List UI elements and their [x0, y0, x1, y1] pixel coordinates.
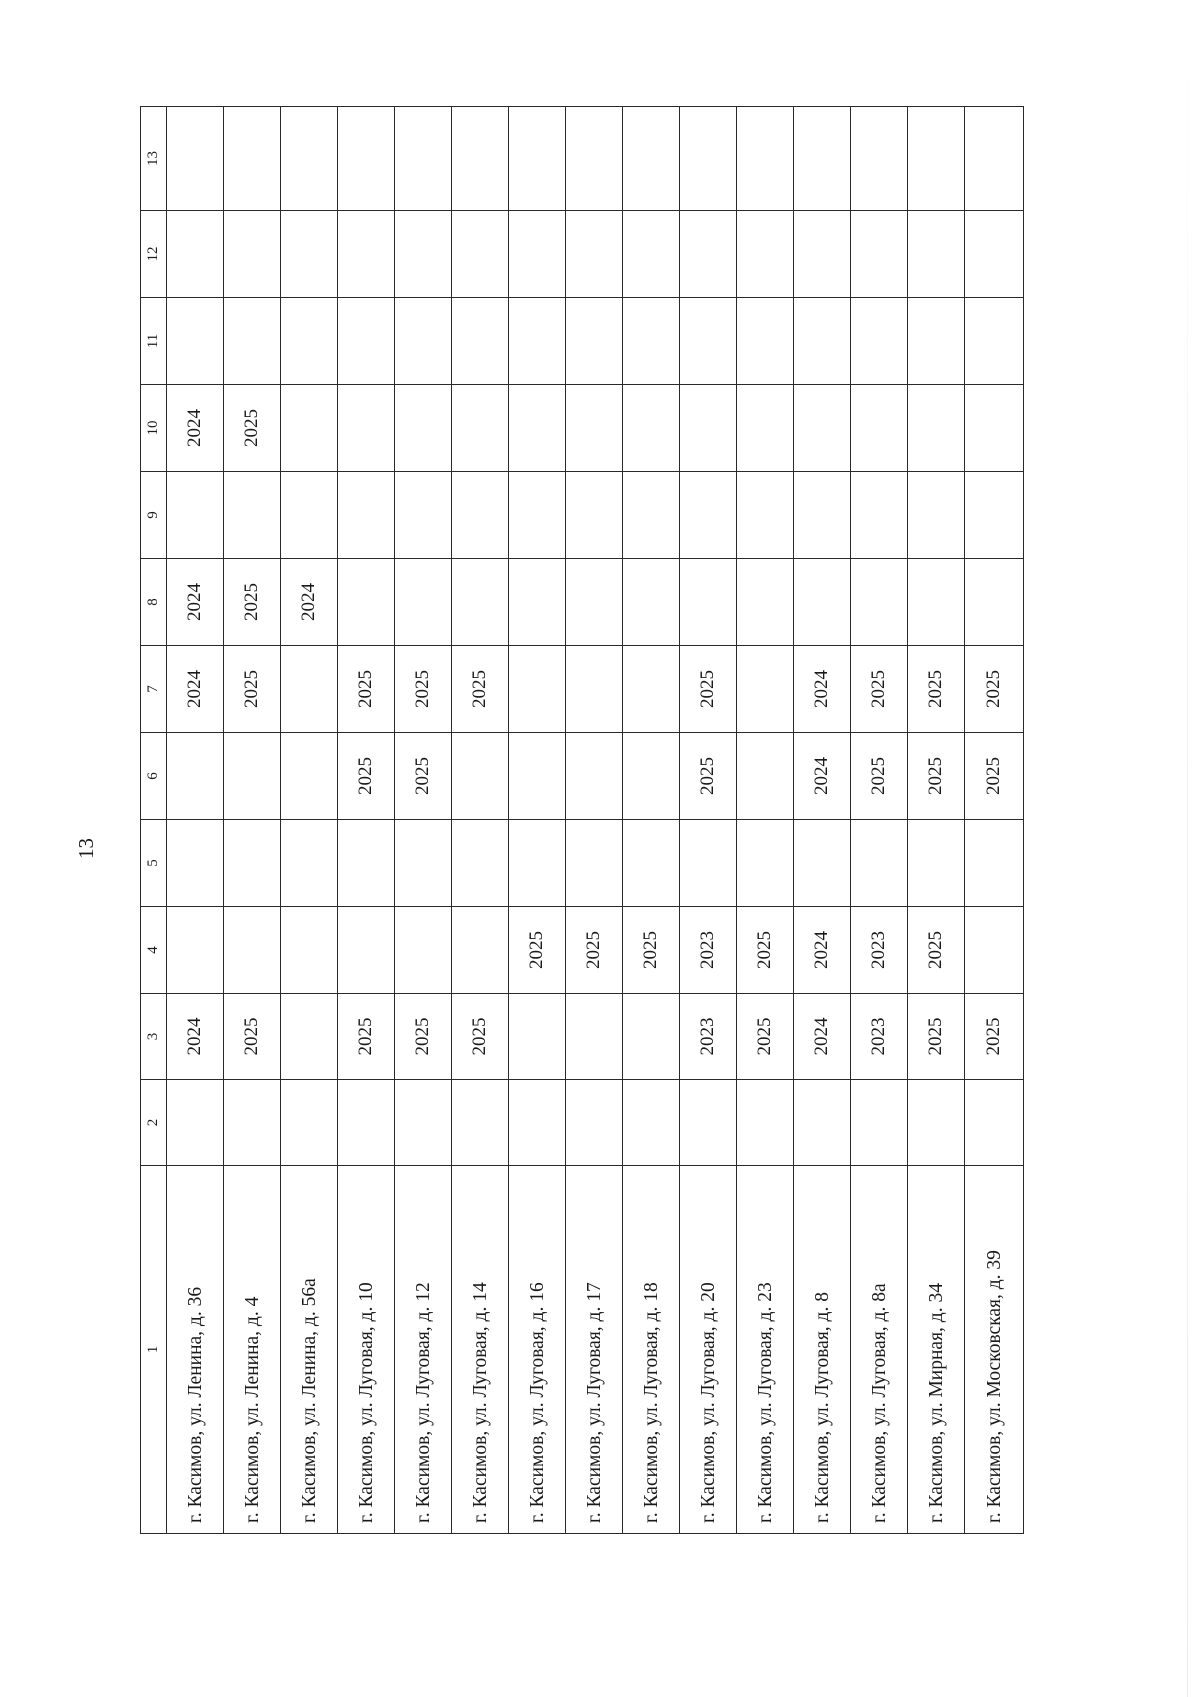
year-cell: [908, 298, 965, 385]
year-cell: [281, 907, 338, 994]
year-cell: 2025: [224, 646, 281, 733]
year-cell: [794, 385, 851, 472]
year-cell: [509, 646, 566, 733]
year-cell: [509, 994, 566, 1080]
year-cell: [737, 472, 794, 559]
year-cell: [452, 733, 509, 820]
year-cell: [680, 107, 737, 211]
year-cell: 2024: [794, 733, 851, 820]
year-cell: [452, 472, 509, 559]
year-cell: [908, 385, 965, 472]
year-cell: [281, 211, 338, 298]
year-cell: 2025: [509, 907, 566, 994]
year-cell: [395, 1080, 452, 1166]
year-cell: 2024: [167, 559, 224, 646]
column-header-5: 5: [141, 820, 167, 907]
year-cell: 2025: [851, 733, 908, 820]
year-cell: [452, 907, 509, 994]
year-cell: 2024: [281, 559, 338, 646]
column-header-8: 8: [141, 559, 167, 646]
year-cell: [338, 559, 395, 646]
year-cell: [509, 1080, 566, 1166]
year-cell: [452, 211, 509, 298]
table-row: [737, 107, 794, 1534]
year-cell: [281, 994, 338, 1080]
year-cell: [224, 211, 281, 298]
year-cell: [908, 211, 965, 298]
year-cell: 2025: [224, 385, 281, 472]
year-cell: [623, 211, 680, 298]
year-cell: [395, 820, 452, 907]
address-cell: г. Касимов, ул. Луговая, д. 8: [794, 1166, 851, 1534]
year-cell: 2025: [965, 646, 1024, 733]
year-cell: [281, 1080, 338, 1166]
table-row: [908, 107, 965, 1534]
year-cell: 2024: [794, 907, 851, 994]
year-cell: 2023: [851, 994, 908, 1080]
year-cell: 2025: [680, 646, 737, 733]
year-cell: [851, 298, 908, 385]
year-cell: 2024: [167, 385, 224, 472]
year-cell: [167, 298, 224, 385]
year-cell: [851, 472, 908, 559]
year-cell: [623, 385, 680, 472]
column-header-3: 3: [141, 994, 167, 1080]
year-cell: [680, 298, 737, 385]
address-cell: г. Касимов, ул. Луговая, д. 8а: [851, 1166, 908, 1534]
year-cell: 2025: [908, 733, 965, 820]
year-cell: [851, 559, 908, 646]
year-cell: [281, 733, 338, 820]
year-cell: [623, 994, 680, 1080]
year-cell: [395, 559, 452, 646]
year-cell: 2025: [965, 733, 1024, 820]
year-cell: 2023: [680, 994, 737, 1080]
year-cell: [737, 559, 794, 646]
year-cell: 2025: [680, 733, 737, 820]
year-cell: [794, 820, 851, 907]
year-cell: [566, 107, 623, 211]
year-cell: [623, 298, 680, 385]
year-cell: [794, 298, 851, 385]
year-cell: [281, 298, 338, 385]
year-cell: 2025: [851, 646, 908, 733]
year-cell: [395, 107, 452, 211]
year-cell: [452, 820, 509, 907]
year-cell: [737, 385, 794, 472]
year-cell: 2024: [794, 994, 851, 1080]
year-cell: [338, 820, 395, 907]
year-cell: [281, 385, 338, 472]
year-cell: 2025: [224, 559, 281, 646]
year-cell: [908, 1080, 965, 1166]
year-cell: 2024: [167, 646, 224, 733]
year-cell: [224, 820, 281, 907]
year-cell: [167, 107, 224, 211]
year-cell: 2025: [965, 994, 1024, 1080]
table-row: [167, 107, 224, 1534]
year-cell: [167, 1080, 224, 1166]
year-cell: [737, 733, 794, 820]
year-cell: [281, 107, 338, 211]
year-cell: [680, 211, 737, 298]
year-cell: [566, 211, 623, 298]
year-cell: [566, 559, 623, 646]
year-cell: 2025: [452, 646, 509, 733]
year-cell: [224, 298, 281, 385]
address-cell: г. Касимов, ул. Луговая, д. 10: [338, 1166, 395, 1534]
year-cell: [623, 559, 680, 646]
table-row: [509, 107, 566, 1534]
year-cell: [965, 472, 1024, 559]
year-cell: [566, 646, 623, 733]
year-cell: [623, 472, 680, 559]
year-cell: [737, 646, 794, 733]
address-cell: г. Касимов, ул. Московская, д. 39: [965, 1166, 1024, 1534]
year-cell: [395, 298, 452, 385]
table-row: [281, 107, 338, 1534]
address-cell: г. Касимов, ул. Луговая, д. 12: [395, 1166, 452, 1534]
year-cell: [338, 472, 395, 559]
address-cell: г. Касимов, ул. Ленина, д. 36: [167, 1166, 224, 1534]
year-cell: [623, 733, 680, 820]
year-cell: [680, 1080, 737, 1166]
header-row: [141, 107, 167, 1534]
table-body: [167, 107, 1024, 1534]
year-cell: [965, 211, 1024, 298]
table-row: [395, 107, 452, 1534]
table-header: [141, 107, 167, 1534]
year-cell: [851, 211, 908, 298]
year-cell: [338, 211, 395, 298]
year-cell: [851, 1080, 908, 1166]
address-cell: г. Касимов, ул. Мирная, д. 34: [908, 1166, 965, 1534]
year-cell: [452, 107, 509, 211]
year-cell: [737, 298, 794, 385]
year-cell: [452, 298, 509, 385]
year-cell: [965, 298, 1024, 385]
year-cell: [908, 559, 965, 646]
column-header-11: 11: [141, 298, 167, 385]
year-cell: 2025: [623, 907, 680, 994]
year-cell: 2025: [737, 994, 794, 1080]
year-cell: [965, 820, 1024, 907]
year-cell: [794, 107, 851, 211]
year-cell: [338, 385, 395, 472]
year-cell: [965, 385, 1024, 472]
year-cell: [908, 472, 965, 559]
year-cell: [794, 211, 851, 298]
year-cell: [224, 472, 281, 559]
year-cell: [851, 107, 908, 211]
page-number: 13: [74, 838, 98, 859]
column-header-6: 6: [141, 733, 167, 820]
year-cell: [908, 107, 965, 211]
year-cell: 2023: [851, 907, 908, 994]
year-cell: 2025: [566, 907, 623, 994]
year-cell: [224, 107, 281, 211]
year-cell: [680, 820, 737, 907]
year-cell: [452, 559, 509, 646]
column-header-9: 9: [141, 472, 167, 559]
year-cell: [167, 472, 224, 559]
column-header-7: 7: [141, 646, 167, 733]
year-cell: [167, 733, 224, 820]
year-cell: 2025: [338, 646, 395, 733]
year-cell: [794, 472, 851, 559]
table-row: [680, 107, 737, 1534]
year-cell: 2025: [908, 994, 965, 1080]
year-cell: 2025: [908, 907, 965, 994]
year-cell: [281, 820, 338, 907]
address-cell: г. Касимов, ул. Луговая, д. 14: [452, 1166, 509, 1534]
year-cell: 2025: [908, 646, 965, 733]
year-cell: [509, 385, 566, 472]
year-cell: [566, 733, 623, 820]
year-cell: [281, 646, 338, 733]
address-cell: г. Касимов, ул. Луговая, д. 20: [680, 1166, 737, 1534]
repair-schedule-table: [140, 106, 1024, 1534]
column-header-2: 2: [141, 1080, 167, 1166]
year-cell: [224, 907, 281, 994]
column-header-10: 10: [141, 385, 167, 472]
year-cell: [851, 820, 908, 907]
year-cell: [623, 646, 680, 733]
year-cell: [965, 907, 1024, 994]
year-cell: [623, 107, 680, 211]
address-cell: г. Касимов, ул. Ленина, д. 4: [224, 1166, 281, 1534]
year-cell: [452, 1080, 509, 1166]
column-header-12: 12: [141, 211, 167, 298]
year-cell: [338, 298, 395, 385]
year-cell: [566, 385, 623, 472]
year-cell: [737, 211, 794, 298]
year-cell: [851, 385, 908, 472]
year-cell: [680, 472, 737, 559]
year-cell: [623, 820, 680, 907]
year-cell: [965, 1080, 1024, 1166]
year-cell: [509, 559, 566, 646]
year-cell: [566, 994, 623, 1080]
year-cell: [680, 559, 737, 646]
column-header-4: 4: [141, 907, 167, 994]
year-cell: [167, 907, 224, 994]
year-cell: [509, 820, 566, 907]
year-cell: [395, 385, 452, 472]
year-cell: [566, 298, 623, 385]
address-cell: г. Касимов, ул. Луговая, д. 18: [623, 1166, 680, 1534]
address-cell: г. Касимов, ул. Луговая, д. 23: [737, 1166, 794, 1534]
table-row: [566, 107, 623, 1534]
year-cell: [566, 472, 623, 559]
year-cell: [509, 472, 566, 559]
year-cell: [566, 1080, 623, 1166]
year-cell: 2025: [737, 907, 794, 994]
year-cell: [452, 385, 509, 472]
year-cell: [908, 820, 965, 907]
table-row: [452, 107, 509, 1534]
year-cell: [395, 907, 452, 994]
year-cell: [338, 1080, 395, 1166]
year-cell: [965, 107, 1024, 211]
year-cell: [281, 472, 338, 559]
year-cell: 2025: [395, 646, 452, 733]
address-cell: г. Касимов, ул. Луговая, д. 16: [509, 1166, 566, 1534]
year-cell: 2025: [395, 733, 452, 820]
year-cell: [509, 733, 566, 820]
table-row: [224, 107, 281, 1534]
year-cell: [509, 298, 566, 385]
year-cell: 2025: [338, 994, 395, 1080]
year-cell: [965, 559, 1024, 646]
year-cell: [395, 472, 452, 559]
year-cell: [794, 559, 851, 646]
year-cell: 2025: [338, 733, 395, 820]
year-cell: 2025: [452, 994, 509, 1080]
year-cell: [680, 385, 737, 472]
column-header-1: 1: [141, 1166, 167, 1534]
year-cell: 2025: [224, 994, 281, 1080]
year-cell: 2024: [167, 994, 224, 1080]
year-cell: [224, 1080, 281, 1166]
year-cell: [338, 107, 395, 211]
year-cell: 2024: [794, 646, 851, 733]
year-cell: 2023: [680, 907, 737, 994]
year-cell: [737, 820, 794, 907]
table-row: [965, 107, 1024, 1534]
year-cell: 2025: [395, 994, 452, 1080]
year-cell: [395, 211, 452, 298]
year-cell: [509, 107, 566, 211]
address-cell: г. Касимов, ул. Луговая, д. 17: [566, 1166, 623, 1534]
table-row: [851, 107, 908, 1534]
table-row: [623, 107, 680, 1534]
year-cell: [338, 907, 395, 994]
year-cell: [167, 820, 224, 907]
table-row: [338, 107, 395, 1534]
column-header-13: 13: [141, 107, 167, 211]
table-row: [794, 107, 851, 1534]
year-cell: [509, 211, 566, 298]
year-cell: [566, 820, 623, 907]
year-cell: [167, 211, 224, 298]
year-cell: [737, 1080, 794, 1166]
address-cell: г. Касимов, ул. Ленина, д. 56а: [281, 1166, 338, 1534]
year-cell: [623, 1080, 680, 1166]
year-cell: [737, 107, 794, 211]
year-cell: [224, 733, 281, 820]
year-cell: [794, 1080, 851, 1166]
